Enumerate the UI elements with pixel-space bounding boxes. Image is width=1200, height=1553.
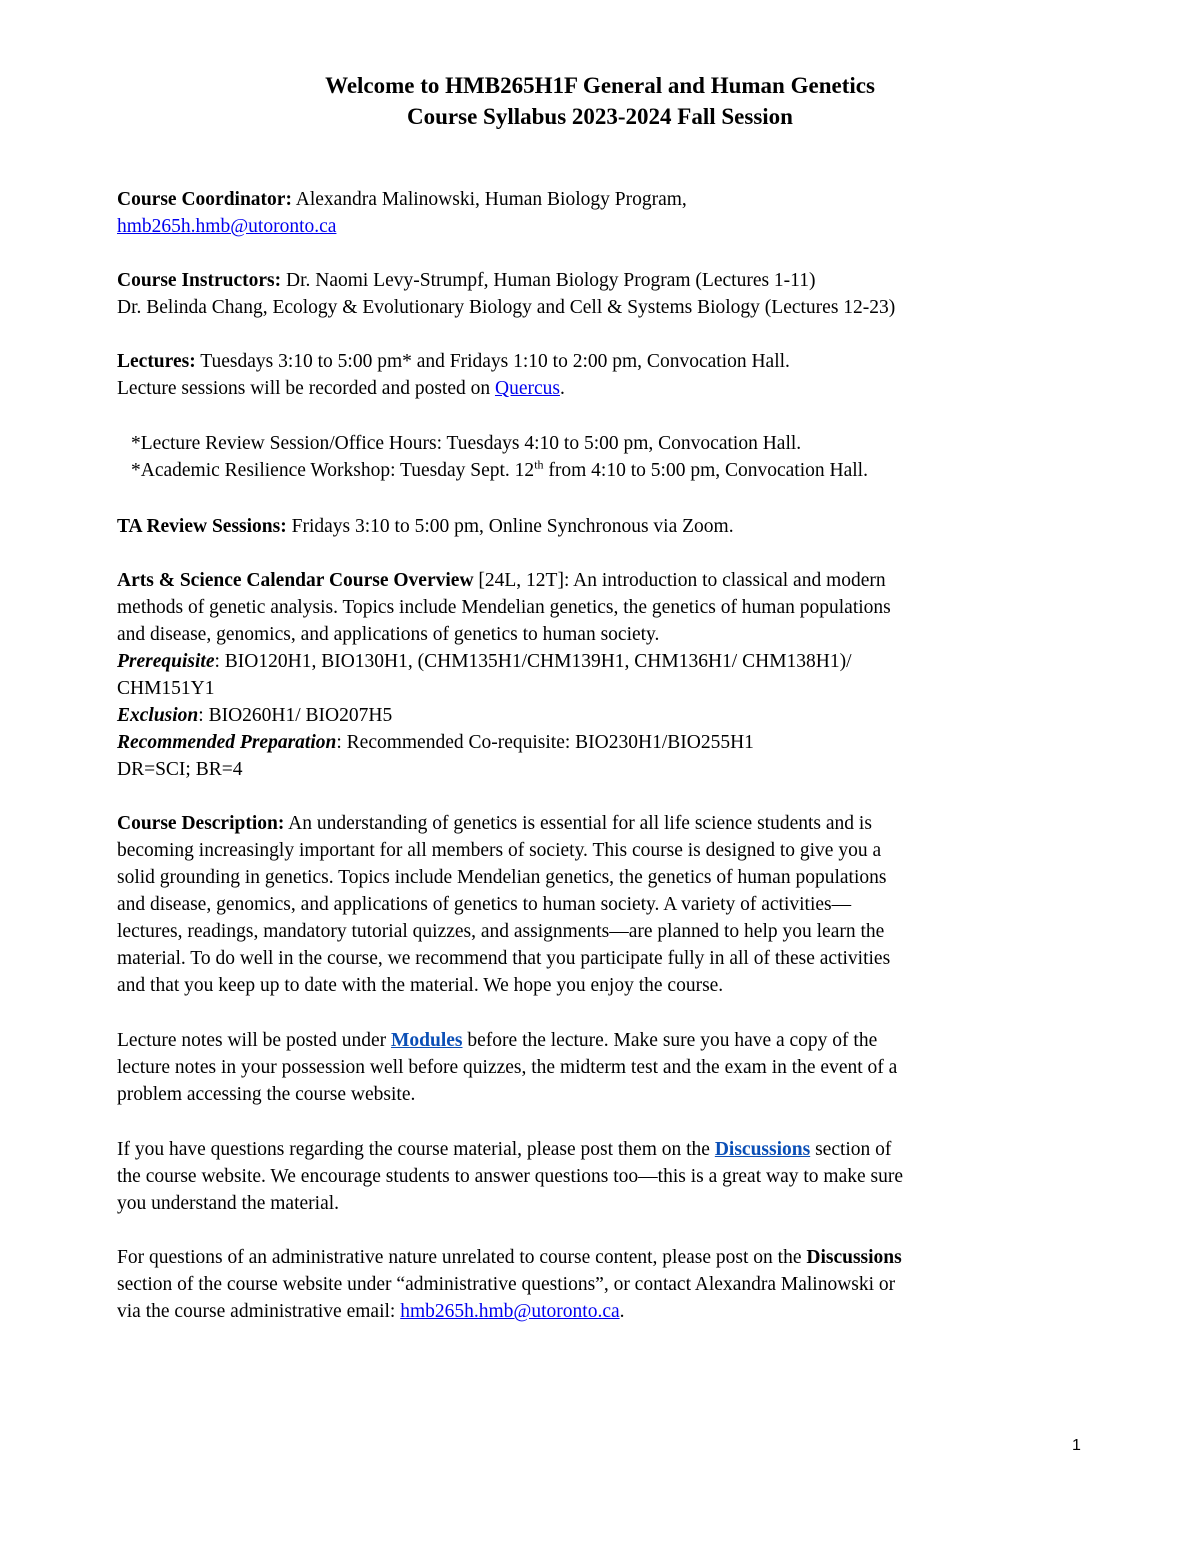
page-number: 1 (1072, 1437, 1081, 1454)
calendar-line-2: methods of genetic analysis. Topics include Mendelian genetics, the genetics of human populations (117, 597, 891, 618)
admin-email-link[interactable]: hmb265h.hmb@utoronto.ca (400, 1301, 620, 1322)
instructors-line-1 (117, 268, 815, 294)
notes-line-3: problem accessing the course website. (117, 1084, 416, 1105)
breadth-line: DR=SCI; BR=4 (117, 759, 243, 780)
admin-line-2: section of the course website under “administrative questions”, or contact Alexandra Malinowski or (117, 1274, 896, 1295)
ta-text: Fridays 3:10 to 5:00 pm, Online Synchronous via Zoom. (286, 516, 734, 537)
admin-text-1: For questions of an administrative nature unrelated to course content, please post on the (117, 1247, 807, 1268)
lecture-review-note: *Lecture Review Session/Office Hours: Tuesdays 4:10 to 5:00 pm, Convocation Hall. (131, 433, 802, 454)
admin-line-1 (117, 1245, 902, 1271)
page-title: Welcome to HMB265H1F General and Human Genetics (325, 73, 875, 98)
workshop-text-end: from 4:10 to 5:00 pm, Convocation Hall. (543, 460, 868, 481)
calendar-line-1 (117, 568, 886, 594)
quercus-link[interactable]: Quercus (494, 378, 560, 399)
lectures-text-2-end: . (559, 378, 565, 399)
exclusion-line (117, 703, 392, 729)
notes-line-2: lecture notes in your possession well before quizzes, the midterm test and the exam in the event of a (117, 1057, 898, 1078)
instructors-label: Course Instructors: (117, 270, 282, 291)
ta-label: TA Review Sessions: (117, 516, 287, 537)
instructors-text-1: Dr. Naomi Levy-Strumpf, Human Biology Program (Lectures 1-11) (281, 270, 816, 291)
lectures-line-1 (117, 349, 790, 375)
discussions-link[interactable]: Discussions (714, 1139, 811, 1160)
recommended-prep-label: Recommended Preparation (117, 732, 337, 753)
description-line-5: lectures, readings, mandatory tutorial quizzes, and assignments—are planned to help you learn the (117, 921, 885, 942)
lectures-text-2: Lecture sessions will be recorded and posted on (117, 378, 495, 399)
description-line-6: material. To do well in the course, we recommend that you participate fully in all of these activities (117, 948, 891, 969)
notes-line-1 (117, 1028, 877, 1054)
admin-text-3: via the course administrative email: (117, 1301, 401, 1322)
admin-discussions-bold: Discussions (806, 1247, 902, 1268)
prerequisite-line-2: CHM151Y1 (117, 678, 215, 699)
admin-line-3 (117, 1299, 625, 1325)
coordinator-email-link[interactable]: hmb265h.hmb@utoronto.ca (117, 216, 337, 237)
prerequisite-label: Prerequisite (117, 651, 215, 672)
modules-link[interactable]: Modules (391, 1030, 463, 1051)
lectures-text-1: Tuesdays 3:10 to 5:00 pm* and Fridays 1:10 to 2:00 pm, Convocation Hall. (195, 351, 790, 372)
notes-text-1: Lecture notes will be posted under (117, 1030, 391, 1051)
prerequisite-text: : BIO120H1, BIO130H1, (CHM135H1/CHM139H1, CHM136H1/ CHM138H1)/ (214, 651, 852, 672)
recommended-prep-line (117, 730, 754, 756)
calendar-label: Arts & Science Calendar Course Overview (117, 570, 474, 591)
description-text-1: An understanding of genetics is essential for all life science students and is (284, 813, 872, 834)
questions-text-1-end: section of (810, 1139, 892, 1160)
description-line-3: solid grounding in genetics. Topics include Mendelian genetics, the genetics of human populations (117, 867, 887, 888)
questions-text-1: If you have questions regarding the course material, please post them on the (117, 1139, 715, 1160)
description-line-4: and disease, genomics, and applications of genetics to human society. A variety of activities— (117, 894, 852, 915)
description-label: Course Description: (117, 813, 285, 834)
workshop-sup: th (534, 457, 544, 472)
coordinator-label: Course Coordinator: (117, 189, 292, 210)
calendar-line-3: and disease, genomics, and applications of genetics to human society. (117, 624, 660, 645)
description-line-2: becoming increasingly important for all members of society. This course is designed to give you a (117, 840, 882, 861)
questions-line-1 (117, 1137, 891, 1163)
questions-line-3: you understand the material. (117, 1193, 340, 1214)
workshop-text: *Academic Resilience Workshop: Tuesday Sept. 12 (131, 460, 535, 481)
lectures-line-2 (117, 376, 565, 402)
resilience-workshop-note (131, 458, 868, 484)
coordinator-email-line (117, 214, 336, 240)
coordinator-line (117, 187, 687, 213)
description-line-7: and that you keep up to date with the material. We hope you enjoy the course. (117, 975, 724, 996)
instructors-line-2: Dr. Belinda Chang, Ecology & Evolutionary Biology and Cell & Systems Biology (Lectures 12-23) (117, 297, 896, 318)
exclusion-label: Exclusion (117, 705, 199, 726)
recommended-prep-text: : Recommended Co-requisite: BIO230H1/BIO255H1 (336, 732, 754, 753)
calendar-text-1: [24L, 12T]: An introduction to classical and modern (473, 570, 886, 591)
admin-text-3-end: . (619, 1301, 625, 1322)
ta-sessions-line (117, 514, 734, 540)
questions-line-2: the course website. We encourage students to answer questions too—this is a great way to make sure (117, 1166, 903, 1187)
description-line-1 (117, 811, 872, 837)
notes-text-1-end: before the lecture. Make sure you have a copy of the (462, 1030, 878, 1051)
exclusion-text: : BIO260H1/ BIO207H5 (198, 705, 393, 726)
prerequisite-line (117, 649, 852, 675)
lectures-label: Lectures: (117, 351, 196, 372)
page-subtitle: Course Syllabus 2023-2024 Fall Session (407, 104, 793, 129)
coordinator-text: Alexandra Malinowski, Human Biology Program, (291, 189, 687, 210)
